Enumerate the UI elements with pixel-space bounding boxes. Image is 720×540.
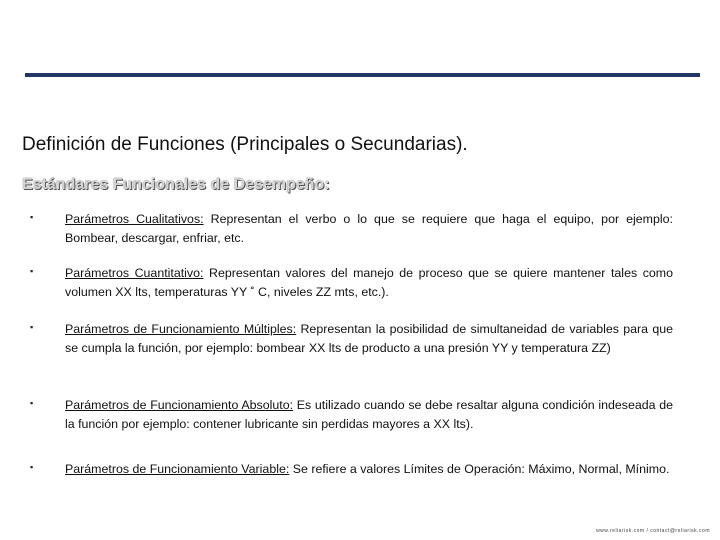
bullet-icon: ▪ [30, 462, 34, 472]
bullet-icon: ▪ [30, 322, 34, 332]
top-divider [25, 73, 700, 77]
section-subtitle: Estándares Funcionales de Desempeño: [22, 176, 330, 193]
list-item-body: Representan el verbo o lo que se requiere que haga el equipo, por ejemplo: Bombear, descargar, enfriar, etc. [65, 212, 673, 245]
list-item-heading: Parámetros de Funcionamiento Absoluto: [65, 398, 294, 412]
list-item-body: Representan la posibilidad de simultaneidad de variables para que se cumpla la función, por ejemplo: bombear XX lts de producto a una presión YY y temperatura ZZ) [65, 322, 673, 355]
list-item-body: Representan valores del manejo de proceso que se quiere mantener tales como volumen XX lts, temperaturas YY ˚ C, niveles ZZ mts, etc.). [65, 266, 673, 299]
page-title: Definición de Funciones (Principales o Secundarias). [22, 134, 468, 155]
bullet-icon: ▪ [30, 212, 34, 222]
list-item-body: Se refiere a valores Límites de Operación: Máximo, Normal, Mínimo. [289, 462, 670, 476]
list-item-heading: Parámetros de Funcionamiento Múltiples: [65, 322, 297, 336]
list-item-text [65, 460, 673, 479]
list-item-heading: Parámetros de Funcionamiento Variable: [65, 462, 290, 476]
list-item-text [65, 396, 673, 434]
list-item-body: Es utilizado cuando se debe resaltar alguna condición indeseada de la función por ejemplo: contener lubricante sin perdidas mayores a XX lts). [65, 398, 673, 431]
list-item-text [65, 320, 673, 358]
bullet-icon: ▪ [30, 398, 34, 408]
list-item-heading: Parámetros Cualitativos: [65, 212, 204, 226]
footer-contact: www.reliarisk.com / contact@reliarisk.com [596, 528, 710, 534]
list-item-text [65, 210, 673, 248]
list-item-heading: Parámetros Cuantitativo: [65, 266, 204, 280]
list-item-text [65, 264, 673, 302]
bullet-icon: ▪ [30, 266, 34, 276]
